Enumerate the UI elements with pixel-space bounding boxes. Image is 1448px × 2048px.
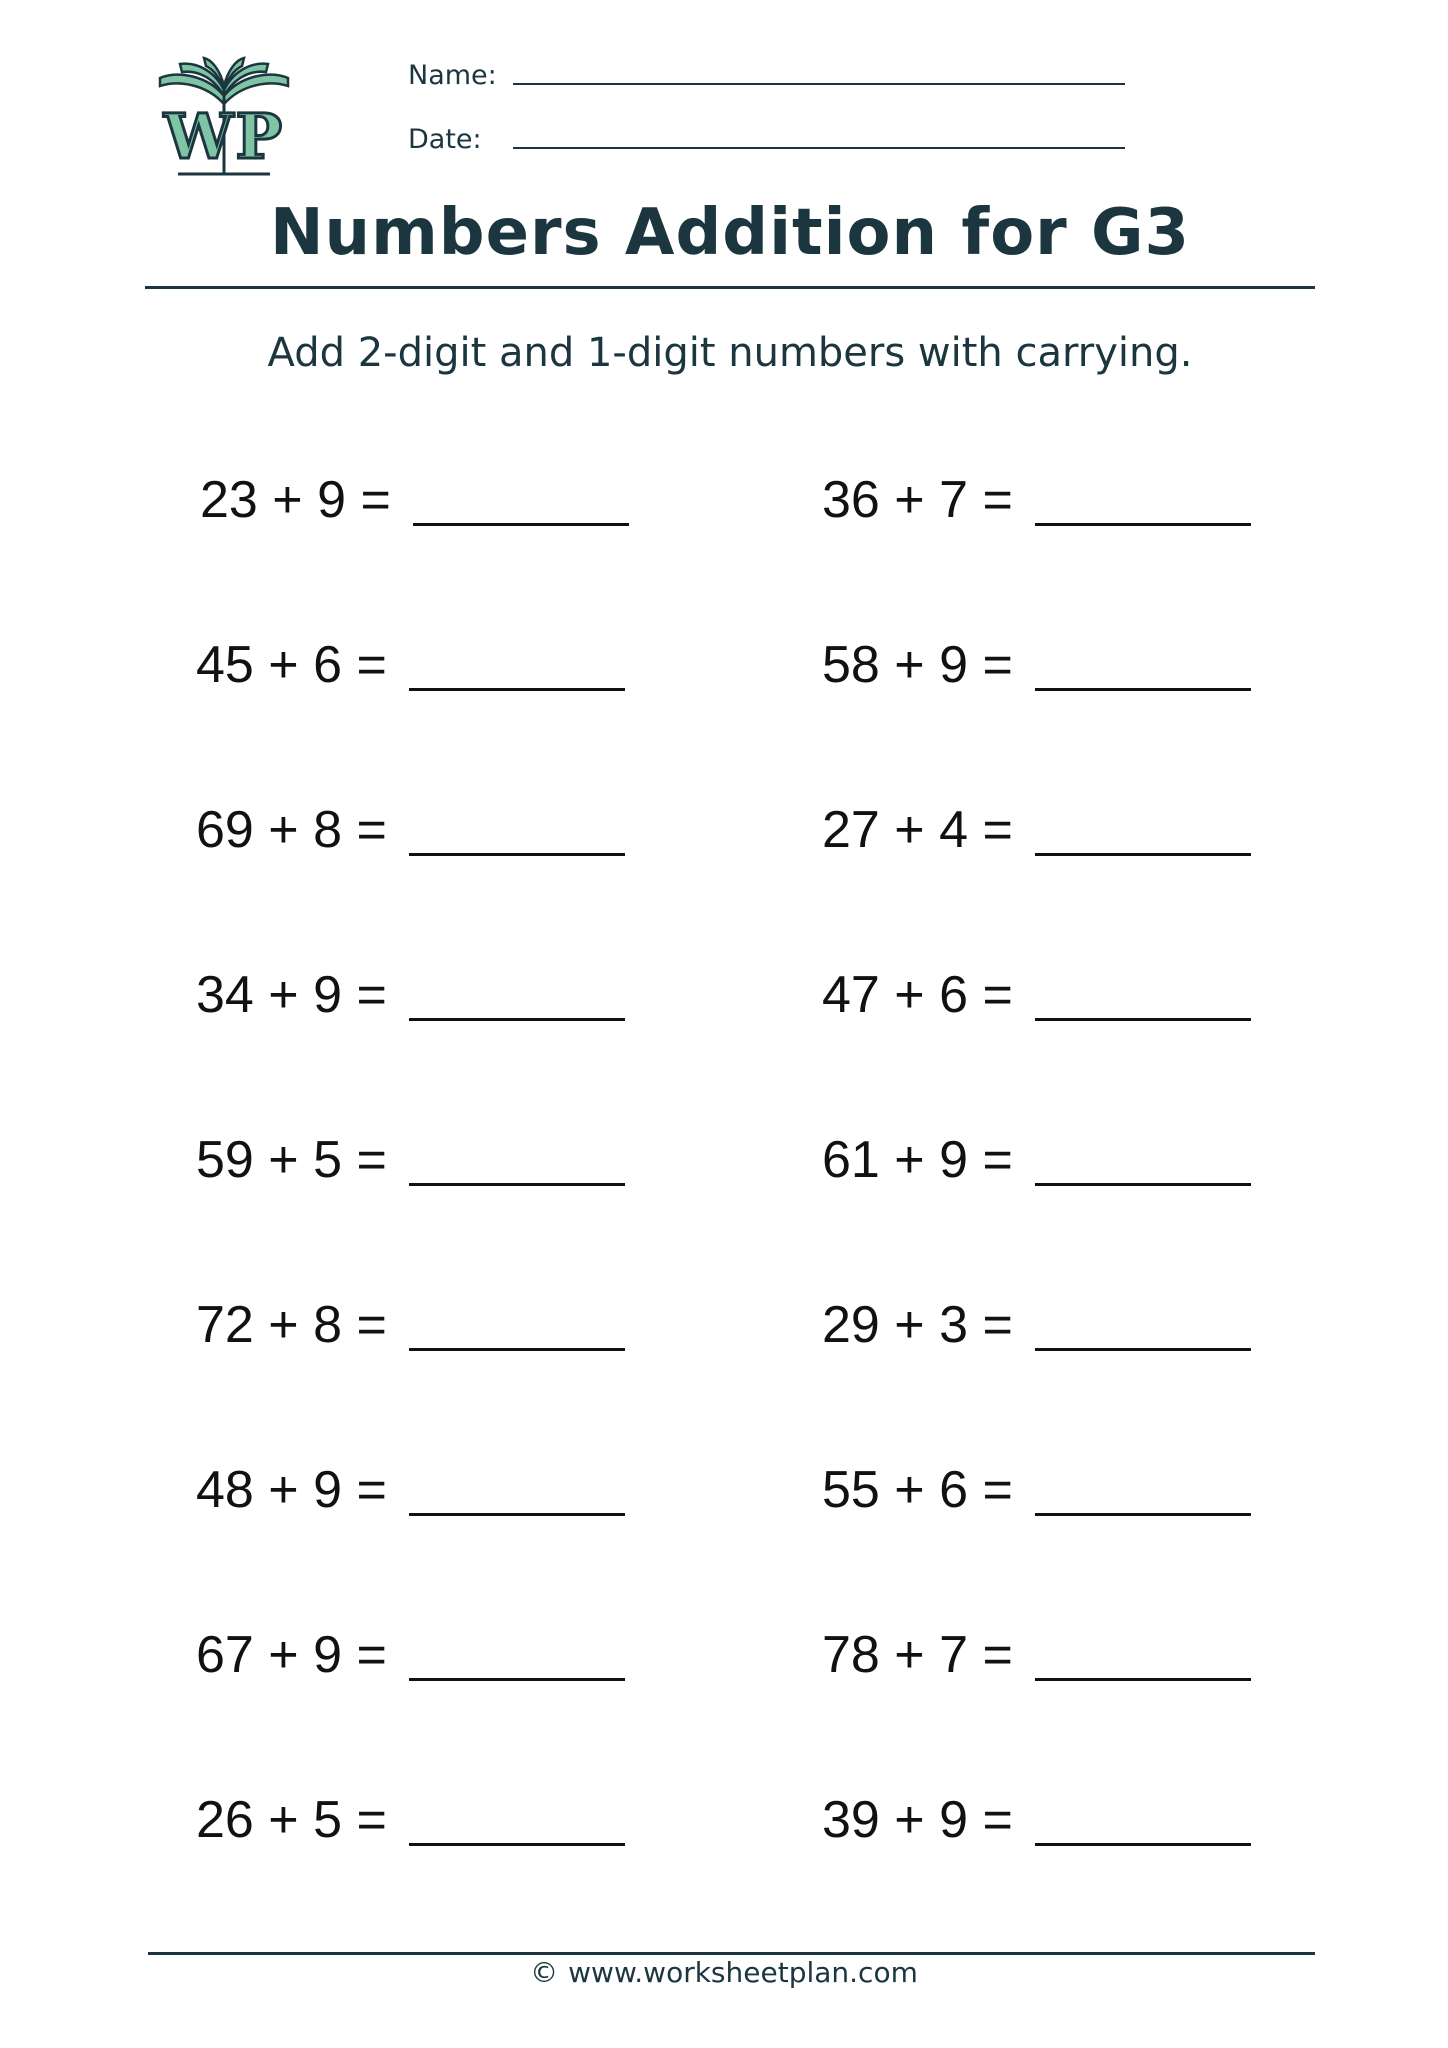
problem-right-9 xyxy=(822,1790,1251,1850)
answer-blank[interactable] xyxy=(1035,1843,1251,1846)
answer-blank[interactable] xyxy=(1035,1018,1251,1021)
logo-letters: WP xyxy=(163,99,285,173)
problem-right-2 xyxy=(822,635,1251,695)
problem-left-5 xyxy=(196,1130,625,1190)
copyright-icon: © xyxy=(530,1956,559,1989)
problem-expression: 36 + 7 = xyxy=(822,471,1013,529)
answer-blank[interactable] xyxy=(1035,1348,1251,1351)
name-line[interactable] xyxy=(513,83,1125,85)
problem-right-3 xyxy=(822,800,1251,860)
footer-website[interactable]: www.worksheetplan.com xyxy=(568,1956,918,1989)
problem-right-4 xyxy=(822,965,1251,1025)
problem-expression: 48 + 9 = xyxy=(196,1461,387,1519)
problem-expression: 78 + 7 = xyxy=(822,1626,1013,1684)
title-divider xyxy=(145,286,1315,289)
answer-blank[interactable] xyxy=(1035,1678,1251,1681)
worksheetplan-logo xyxy=(148,56,300,178)
problem-left-2 xyxy=(196,635,625,695)
answer-blank[interactable] xyxy=(409,1678,625,1681)
problem-left-7 xyxy=(196,1460,625,1520)
name-label: Name: xyxy=(408,60,497,91)
answer-blank[interactable] xyxy=(409,1183,625,1186)
answer-blank[interactable] xyxy=(1035,688,1251,691)
problem-left-8 xyxy=(196,1625,625,1685)
problem-expression: 39 + 9 = xyxy=(822,1791,1013,1849)
answer-blank[interactable] xyxy=(413,523,629,526)
problem-left-9 xyxy=(196,1790,625,1850)
problem-left-1 xyxy=(200,470,629,530)
problem-left-3 xyxy=(196,800,625,860)
footer xyxy=(0,1956,1448,1989)
problem-expression: 58 + 9 = xyxy=(822,636,1013,694)
problem-expression: 55 + 6 = xyxy=(822,1461,1013,1519)
footer-divider xyxy=(148,1952,1315,1955)
problem-expression: 45 + 6 = xyxy=(196,636,387,694)
problem-expression: 69 + 8 = xyxy=(196,801,387,859)
problem-expression: 67 + 9 = xyxy=(196,1626,387,1684)
problem-expression: 34 + 9 = xyxy=(196,966,387,1024)
name-field[interactable] xyxy=(408,60,1125,91)
page-title: Numbers Addition for G3 xyxy=(269,196,1191,270)
problem-right-6 xyxy=(822,1295,1251,1355)
problem-left-6 xyxy=(196,1295,625,1355)
problem-expression: 26 + 5 = xyxy=(196,1791,387,1849)
problem-left-4 xyxy=(196,965,625,1025)
problem-right-7 xyxy=(822,1460,1251,1520)
answer-blank[interactable] xyxy=(409,1348,625,1351)
answer-blank[interactable] xyxy=(1035,523,1251,526)
answer-blank[interactable] xyxy=(409,688,625,691)
instructions: Add 2-digit and 1-digit numbers with carrying. xyxy=(267,330,1193,376)
problem-expression: 29 + 3 = xyxy=(822,1296,1013,1354)
problem-right-8 xyxy=(822,1625,1251,1685)
date-line[interactable] xyxy=(513,147,1125,149)
answer-blank[interactable] xyxy=(409,1513,625,1516)
problem-expression: 61 + 9 = xyxy=(822,1131,1013,1189)
problem-expression: 27 + 4 = xyxy=(822,801,1013,859)
problem-expression: 23 + 9 = xyxy=(200,471,391,529)
problem-expression: 72 + 8 = xyxy=(196,1296,387,1354)
date-field[interactable] xyxy=(408,124,1125,155)
answer-blank[interactable] xyxy=(409,1843,625,1846)
answer-blank[interactable] xyxy=(409,853,625,856)
problem-right-5 xyxy=(822,1130,1251,1190)
problem-expression: 59 + 5 = xyxy=(196,1131,387,1189)
answer-blank[interactable] xyxy=(1035,1183,1251,1186)
answer-blank[interactable] xyxy=(1035,853,1251,856)
problem-right-1 xyxy=(822,470,1251,530)
answer-blank[interactable] xyxy=(409,1018,625,1021)
problem-expression: 47 + 6 = xyxy=(822,966,1013,1024)
answer-blank[interactable] xyxy=(1035,1513,1251,1516)
date-label: Date: xyxy=(408,124,482,155)
